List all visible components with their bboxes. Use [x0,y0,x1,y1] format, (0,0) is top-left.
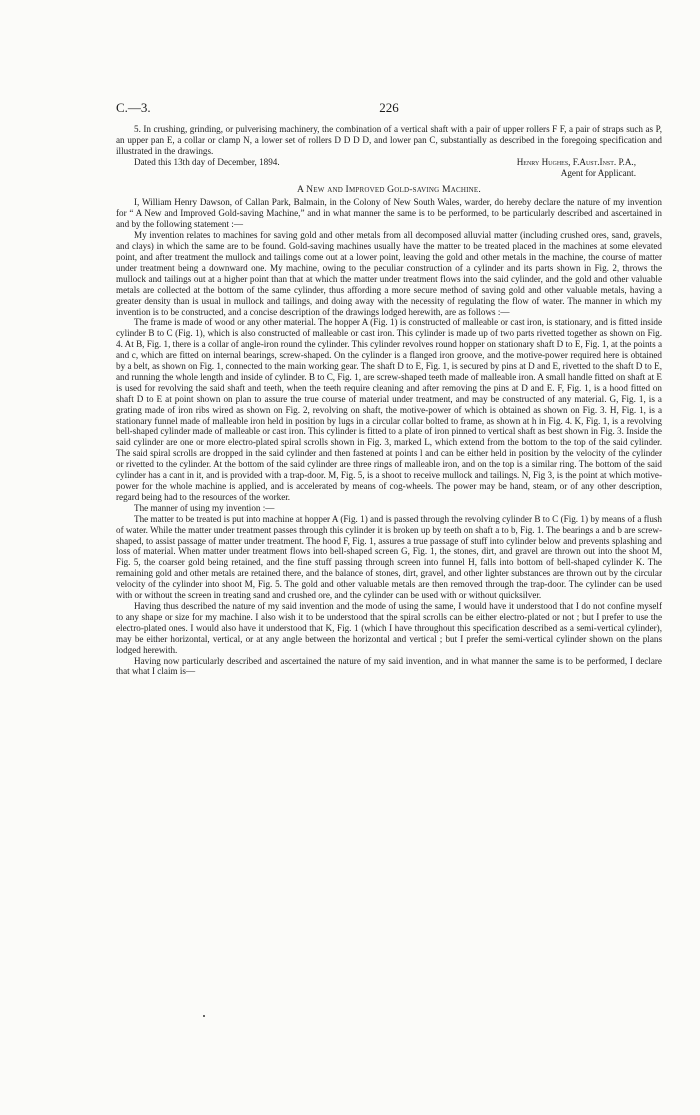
paragraph: The frame is made of wood or any other material. The hopper A (Fig. 1) is constructed of malleable or cast iron, is stationary, and is fitted inside cylinder B to C (Fig. 1), which is also constructed of malleable or cast iron. This cylinder is made up of two parts rivetted together as shown on Fig. 4. At B, Fig. 1, there is a collar of angle-iron round the cylinder. This cylinder revolves round hopper on stationary shaft D to E, Fig. 1, at the points a and c, which are fitted on internal bearings, screw-shaped. On the cylinder is a flanged iron groove, and the motive-power required here is obtained by a belt, as shown on Fig. 1, connected to the main working gear. The shaft D to E, Fig. 1, is secured by pins at D and E, rivetted to the shaft D to E, and running the whole length and inside of cylinder. B to C, Fig. 1, are screw-shaped teeth made of malleable iron. A small handle fitted on shaft at E is used for revolving the said shaft and teeth, when the teeth require cleaning and after removing the pins at D and E. F, Fig. 1, is a hood fitted on shaft D to E at point shown on plan to assure the true course of material under treatment, and may be constructed of any material. G, Fig. 1, is a grating made of iron ribs wired as shown on Fig. 2, revolving on shaft, the motive-power of which is obtained as shown on Fig. 3. H, Fig. 1, is a stationary funnel made of malleable iron held in position by lugs in a circular collar bolted to frame, as shown at h in Fig. 4. K, Fig. 1, is a revolving bell-shaped cylinder made of malleable or cast iron. This cylinder is fitted to a plate of iron pinned to vertical shaft as best shown in Fig. 3. Inside the said cylinder are one or more electro-plated spiral scrolls shown in Fig. 3, marked L, which extend from the bottom to the top of the said cylinder. The said spiral scrolls are dropped in the said cylinder and then fastened at points l and can be either held in position by the velocity of the cylinder or rivetted to the cylinder. At the bottom of the said cylinder are three rings of malleable iron, and on the top is a similar ring. The bottom of the said cylinder has a cant in it, and is provided with a trap-door. M, Fig. 5, is a shoot to receive mullock and tailings. N, Fig 3, is the point at which motive-power for the whole machine is applied, and is accelerated by means of cog-wheels. The power may be hand, steam, or of any other description, regard being had to the resources of the worker. [116,317,662,502]
section-heading: A New and Improved Gold-saving Machine. [296,183,481,195]
agent-line: Agent for Applicant. [560,167,636,178]
paragraph: Having now particularly described and ascertained the nature of my said invention, and in what manner the same is to be performed, I declare that what I claim is— [116,655,662,677]
date-text: Dated this 13th day of December, 1894. [134,156,280,167]
dated-line [116,157,662,168]
document-reference: C.—3. [116,100,151,115]
paragraph: My invention relates to machines for saving gold and other metals from all decomposed alluvial matter (including crushed ores, sand, gravels, and clays) in which the same are to be found. Gold-saving machines usually have the matter to be treated placed in the machines at some elevated point, and after treatment the mullock and tailings come out at a lower point, leaving the gold and other metals in the machine, the course of matter under treatment being a downward one. My machine, owing to the peculiar construction of a cylinder and its parts shown in Fig. 2, throws the mullock and tailings out at a higher point than that at which the matter under treatment flows into the said cylinder, and the gold and other valuable metals are collected at the bottom of the same cylinder, thus affording a more secure method of saving gold and other valuable metals, having a greater density than is usual in mullock and tailings, and doing away with the necessity of regulating the flow of water. The manner in which my invention is to be constructed, and a concise description of the drawings lodged herewith, are as follows :— [116,230,662,317]
page-number: 226 [379,100,399,115]
document-body [116,124,662,677]
claim-paragraph: 5. In crushing, grinding, or pulverising machinery, the combination of a vertical shaft with a pair of upper rollers F F, a pair of straps such as P, an upper pan E, a collar or clamp N, a lower set of rollers D D D D, and lower pan C, substantially as described in the foregoing specification and illustrated in the drawings. [116,124,662,156]
page-header [116,100,662,116]
paragraph: I, William Henry Dawson, of Callan Park, Balmain, in the Colony of New South Wales, warder, do hereby declare the nature of my invention for “ A New and Improved Gold-saving Machine,” and in what manner the same is to be performed, to be particularly described and ascertained in and by the following statement :— [116,197,662,230]
paragraph: The manner of using my invention :— [134,502,275,513]
signatory-name: Henry Hughes, F.Aust.Inst. P.A., [516,156,636,167]
ink-speck [203,1015,205,1017]
paragraph: The matter to be treated is put into machine at hopper A (Fig. 1) and is passed through the revolving cylinder B to C (Fig. 1) by means of a flush of water. While the matter under treatment passes through this cylinder it is broken up by teeth on shaft a to b, Fig. 1. The bearings a and b are screw-shaped, to assist passage of matter under treatment. The hood F, Fig. 1, assures a true passage of stuff into cylinder below and prevents splashing and loss of material. When matter under treatment flows into bell-shaped screen G, Fig. 1, the stones, dirt, and gravel are thrown out into the shoot M, Fig. 5, the coarser gold being retained, and the fine stuff passing through screen into funnel H, falls into bottom of bell-shaped cylinder K. The remaining gold and other metals are retained there, and the balance of stones, dirt, gravel, and other lighter substances are thrown out by the circular velocity of the cylinder into shoot M, Fig. 5. The gold and other valuable metals are then removed through the trap-door. The cylinder can be used with or without the screen in treating sand and crushed ore, and the cylinder can be used with or without quicksilver. [116,513,662,601]
paragraph: Having thus described the nature of my said invention and the mode of using the same, I would have it understood that I do not confine myself to any shape or size for my machine. I also wish it to be understood that the spiral scrolls can be either electro-plated or not ; but I prefer to use the electro-plated ones. I would also have it understood that K, Fig. 1 (which I have throughout this specification described as a semi-vertical cylinder), may be either horizontal, vertical, or at any angle between the horizontal and vertical ; but I prefer the semi-vertical cylinder shown on the plans lodged herewith. [116,600,662,655]
